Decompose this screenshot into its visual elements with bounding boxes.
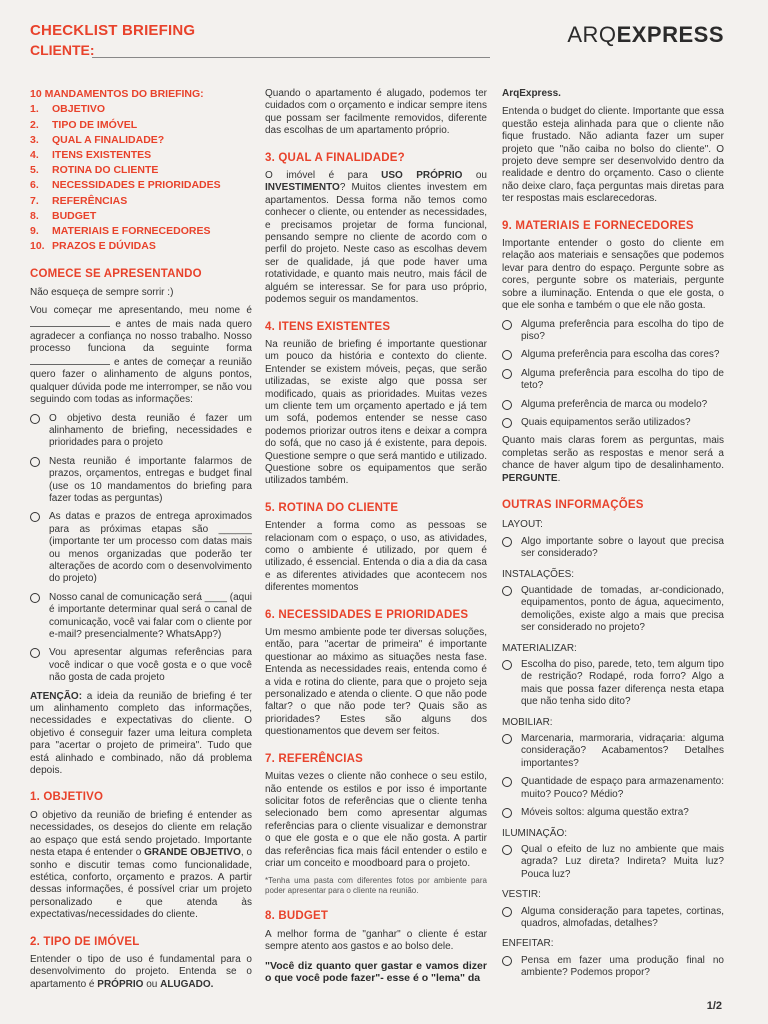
checkbox-circle-icon[interactable] bbox=[502, 845, 512, 855]
section-title-referencias: 7. REFERÊNCIAS bbox=[265, 752, 364, 765]
checklist-item-text: Alguma preferência para escolha das cores? bbox=[521, 349, 720, 361]
mandamento-number: 3. bbox=[30, 133, 39, 146]
text: Vou começar me apresentando, meu nome é bbox=[30, 305, 252, 317]
mandamento-item bbox=[30, 148, 252, 163]
column-3 bbox=[502, 88, 724, 986]
checklist-item-text: As datas e prazos de entrega aproximados para as próximas etapas são ______ (importante ter um processo com datas mais ou menos organizadas que poderão ter alterações de acordo com o desenvolvimento do projeto) bbox=[49, 511, 252, 585]
text: ou bbox=[146, 978, 158, 990]
checklist-item bbox=[502, 807, 724, 819]
checklist-item bbox=[30, 413, 252, 450]
text: ou bbox=[475, 170, 487, 182]
text: O imóvel é para bbox=[265, 170, 368, 182]
checklist-item bbox=[502, 585, 724, 635]
checklist-item-text: Qual o efeito de luz no ambiente que mais agrada? Luz direta? Indireta? Muita luz? Pouca luz? bbox=[521, 843, 724, 880]
checklist-item bbox=[502, 399, 724, 411]
checklist-item bbox=[502, 906, 724, 931]
checklist-item-text: Vou apresentar algumas referências para você indicar o que você gosta e o que você não gosta de cada projeto bbox=[49, 647, 252, 684]
paragraph bbox=[30, 954, 252, 991]
client-label: CLIENTE: bbox=[30, 42, 95, 58]
checklist-item bbox=[502, 368, 724, 393]
checkbox-circle-icon[interactable] bbox=[30, 414, 40, 424]
mandamento-item bbox=[30, 133, 252, 148]
mandamentos-title: 10 MANDAMENTOS DO BRIEFING: bbox=[30, 88, 204, 100]
bold-text: PERGUNTE bbox=[502, 472, 558, 484]
checklist-item bbox=[502, 776, 724, 801]
checkbox-circle-icon[interactable] bbox=[502, 400, 512, 410]
text: , o sonho e discutir temas como funcionalidade, estética, conforto, orçamento e prazos. A partir dessas informações, é possível criar um projeto personalizado e que atenda às expectativas/necessidades do cliente. bbox=[30, 847, 253, 921]
mandamento-number: 4. bbox=[30, 149, 39, 162]
checkbox-circle-icon[interactable] bbox=[30, 512, 40, 522]
section-title-necessidades: 6. NECESSIDADES E PRIORIDADES bbox=[265, 608, 469, 621]
bold-text: USO PRÓPRIO bbox=[381, 170, 463, 182]
mandamento-number: 8. bbox=[30, 209, 39, 222]
checkbox-circle-icon[interactable] bbox=[502, 418, 512, 428]
mandamento-item bbox=[30, 102, 252, 117]
mandamento-number: 10. bbox=[30, 240, 45, 253]
section-title-materiais: 9. MATERIAIS E FORNECEDORES bbox=[502, 219, 694, 232]
mandamento-label: REFERÊNCIAS bbox=[52, 194, 128, 207]
section-title-tipo: 2. TIPO DE IMÓVEL bbox=[30, 935, 140, 948]
checklist-item bbox=[502, 733, 724, 770]
section-title-itens: 4. ITENS EXISTENTES bbox=[265, 320, 391, 333]
mandamento-item bbox=[30, 209, 252, 224]
section-title-comece: COMECE SE APRESENTANDO bbox=[30, 268, 202, 281]
mandamento-label: ROTINA DO CLIENTE bbox=[52, 164, 159, 177]
header bbox=[0, 0, 768, 80]
section-title-objetivo: 1. OBJETIVO bbox=[30, 791, 104, 804]
column-2 bbox=[265, 88, 487, 990]
checkbox-circle-icon[interactable] bbox=[30, 593, 40, 603]
group-items bbox=[502, 659, 724, 709]
group-label: LAYOUT: bbox=[502, 519, 543, 531]
checklist-item bbox=[502, 844, 724, 881]
mandamento-label: NECESSIDADES E PRIORIDADES bbox=[52, 179, 221, 192]
checklist-item-text: Alguma consideração para tapetes, cortinas, quadros, almofadas, detalhes? bbox=[521, 905, 724, 929]
paragraph: Entenda o budget do cliente. Importante que essa questão esteja alinhada para que o cliente não fique frustado. Não adianta fazer um super projeto que "não caiba no bolso do cliente". O projeto deve sempre ser desenvolvido dentro da realidade e dentro do orçamento. Caso o cliente não deixe claro, faça perguntas mais diretas para ter respostas mais esclarecedoras. bbox=[502, 106, 724, 205]
paragraph: Entender a forma como as pessoas se relacionam com o espaço, o uso, as atividades, como o ambiente é utilizado, por quem é utilizado, é essencial. Entenda o dia a dia da casa e as diferentes atividades que acontecem nos diferentes momentos bbox=[265, 520, 487, 594]
paragraph bbox=[502, 88, 724, 100]
client-blank-line bbox=[92, 57, 490, 58]
mandamento-number: 1. bbox=[30, 103, 39, 116]
text: a ideia da reunião de briefing é ter um alinhamento completo das informações, necessidades e expectativas do cliente. O objetivo é conseguir fazer uma leitura completa para "acertar o projeto de primeira". Tudo que está alinhado e combinado, não dá problema depois. bbox=[30, 690, 253, 777]
logo-bold: EXPRESS bbox=[616, 22, 724, 47]
paragraph: Muitas vezes o cliente não conhece o seu estilo, não entende os estilos e por isso é importante solicitar fotos de referências que o cliente tenha selecionado bem como apresentar algumas referências para o cliente visualizar e demonstrar o que ele gosta e o que ele não gosta. A partir das referências fica mais fácil entender o estilo e criar um conceito e moodboard para o projeto. bbox=[265, 771, 487, 869]
checklist-item-text: O objetivo desta reunião é fazer um alinhamento de briefing, necessidades e prioridades para o projeto bbox=[49, 412, 252, 449]
checkbox-circle-icon[interactable] bbox=[502, 350, 512, 360]
mandamento-item bbox=[30, 178, 252, 193]
mandamento-label: PRAZOS E DÚVIDAS bbox=[52, 240, 156, 253]
checklist-item-text: Nesta reunião é importante falarmos de prazos, orçamentos, entregas e budget final (use os 10 mandamentos do briefing para fazer todas as perguntas) bbox=[49, 455, 252, 504]
paragraph bbox=[30, 305, 252, 406]
page-number: 1/2 bbox=[706, 1000, 722, 1012]
checklist-item-text: Quantidade de tomadas, ar-condicionado, equipamentos, ponto de água, aquecimento, demolições, existe algo a mais que precisa ser considerado no projeto? bbox=[521, 585, 724, 634]
section-title-budget: 8. BUDGET bbox=[265, 910, 329, 923]
group-items bbox=[502, 733, 724, 819]
group-items bbox=[502, 585, 724, 635]
arqexpress-logo bbox=[567, 22, 724, 48]
checklist-item-text: Marcenaria, marmoraria, vidraçaria: alguma consideração? Acabamentos? Detalhes importantes? bbox=[521, 733, 724, 769]
checklist-item-text: Nosso canal de comunicação será ____ (aqui é importante determinar qual será o canal de comunicação, você vai falar com o cliente por e-mail? presencialmente? WhatsApp?) bbox=[49, 591, 252, 640]
checkbox-circle-icon[interactable] bbox=[502, 369, 512, 379]
group-label: INSTALAÇÕES: bbox=[502, 568, 575, 580]
paragraph-atencao bbox=[30, 691, 252, 778]
paragraph: Quando o apartamento é alugado, podemos ter cuidados com o orçamento e indicar sempre itens que possam ser facilmente removidos, diferente das escolhas de um apartamento próprio. bbox=[265, 88, 487, 137]
checklist-item bbox=[502, 955, 724, 980]
mandamento-label: QUAL A FINALIDADE? bbox=[52, 133, 165, 146]
checkbox-circle-icon[interactable] bbox=[502, 956, 512, 966]
paragraph: A melhor forma de "ganhar" o cliente é estar sempre atento aos gastos e ao bolso dele. bbox=[265, 928, 487, 953]
group-items bbox=[502, 844, 724, 881]
paragraph: Na reunião de briefing é importante questionar um pouco da história e contexto do cliente. Entender se existem móveis, peças, que serão utilizadas, se existe algo que possa ser modificado, quais as prioridades. Muitas vezes um cliente tem um orçamento apertado e já tem um sofá, podemos entender se nesse caso podemos priorizar outros itens e deixar a compra do sofá, que no caso já é existente, para depois. Questione sempre o que será mantido e utilizado. Questione sobre os equipamentos que serão utilizados também. bbox=[265, 338, 487, 487]
mandamento-label: MATERIAIS E FORNECEDORES bbox=[52, 225, 211, 238]
atencao-label: ATENÇÃO: bbox=[30, 690, 83, 702]
checklist-item-text: Quais equipamentos serão utilizados? bbox=[521, 416, 691, 428]
mandamento-item bbox=[30, 118, 252, 133]
checkbox-circle-icon[interactable] bbox=[502, 320, 512, 330]
mandamento-number: 2. bbox=[30, 118, 39, 131]
checklist-item bbox=[30, 456, 252, 506]
paragraph: Não esqueça de sempre sorrir :) bbox=[30, 286, 174, 298]
checklist-item-text: Alguma preferência de marca ou modelo? bbox=[521, 398, 708, 410]
checklist-item bbox=[502, 659, 724, 709]
checklist-item bbox=[502, 417, 724, 429]
checklist-item bbox=[30, 592, 252, 642]
paragraph bbox=[265, 170, 487, 306]
group-items bbox=[502, 955, 724, 980]
mandamento-label: OBJETIVO bbox=[52, 103, 106, 116]
checklist-item-text: Escolha do piso, parede, teto, tem algum tipo de restrição? Rodapé, roda forro? Algo a mais que possa fazer diferença nesta etapa que não tenha sido dito? bbox=[521, 659, 724, 708]
group-items bbox=[502, 906, 724, 931]
section-title-finalidade: 3. QUAL A FINALIDADE? bbox=[265, 151, 405, 164]
text: Quanto mais claras forem as perguntas, mais completas serão as respostas e menor será a chance de haver algum tipo de desalinhamento. bbox=[502, 435, 724, 472]
section-title-rotina: 5. ROTINA DO CLIENTE bbox=[265, 501, 399, 514]
checkbox-circle-icon[interactable] bbox=[502, 660, 512, 670]
checklist-item-text: Alguma preferência para escolha do tipo de piso? bbox=[521, 318, 724, 342]
checklist-item bbox=[30, 511, 252, 585]
checklist-item bbox=[502, 349, 724, 361]
checkbox-circle-icon[interactable] bbox=[502, 808, 512, 818]
mandamento-label: ITENS EXISTENTES bbox=[52, 149, 152, 162]
checklist-item-text: Pensa em fazer uma produção final no ambiente? Podemos propor? bbox=[521, 954, 724, 979]
blank-line bbox=[30, 356, 110, 365]
bold-text: GRANDE OBJETIVO bbox=[144, 847, 241, 859]
mandamento-number: 7. bbox=[30, 194, 39, 207]
checklist-item bbox=[502, 536, 724, 561]
checklist-item-text: Alguma preferência para escolha do tipo de teto? bbox=[521, 367, 724, 392]
footnote: *Tenha uma pasta com diferentes fotos por ambiente para poder apresentar para o cliente na reunião. bbox=[265, 876, 487, 896]
mandamento-item bbox=[30, 239, 252, 254]
group-label: ENFEITAR: bbox=[502, 938, 554, 950]
bold-text: ALUGADO. bbox=[160, 978, 214, 990]
budget-quote: "Você diz quanto quer gastar e vamos dizer o que você pode fazer"- esse é o "lema" da bbox=[265, 959, 487, 984]
other-info-groups bbox=[502, 519, 724, 979]
checkbox-circle-icon[interactable] bbox=[502, 734, 512, 744]
mandamento-number: 5. bbox=[30, 164, 39, 177]
mandamento-item bbox=[30, 194, 252, 209]
paragraph: Um mesmo ambiente pode ter diversas soluções, então, para "acertar de primeira" é importante questionar ao máximo as situações nesta fase. Entenda as necessidades reais, entenda como é a vida e rotina do cliente, para que o projeto seja personalizado e atenda o cliente. O que não pode faltar? o que não pode ter? Quais são as prioridades? Estes são alguns dos questionamentos que devem ser feitos. bbox=[265, 627, 487, 738]
mandamentos-list bbox=[30, 102, 252, 254]
page-title: CHECKLIST BRIEFING bbox=[30, 22, 196, 39]
text: e antes de mais nada quero agradecer a confiança no nosso trabalho. Nosso processo funciona da seguinte forma bbox=[30, 318, 252, 355]
group-label: MOBILIAR: bbox=[502, 716, 553, 728]
checkbox-circle-icon[interactable] bbox=[502, 777, 512, 787]
text: e antes de começar a reunião quero fazer o alinhamento de alguns pontos, qualquer dúvida pode me interromper, se não vou seguindo com todas as informações: bbox=[30, 356, 252, 406]
checkbox-circle-icon[interactable] bbox=[502, 537, 512, 547]
mandamento-label: BUDGET bbox=[52, 209, 97, 222]
text: Entender o tipo de uso é fundamental para o desenvolvimento do projeto. Entenda se o apartamento é bbox=[30, 953, 252, 990]
mandamento-item bbox=[30, 224, 252, 239]
checklist-item bbox=[502, 319, 724, 344]
section-title-outras: OUTRAS INFORMAÇÕES bbox=[502, 498, 644, 511]
mandamento-label: TIPO DE IMÓVEL bbox=[52, 118, 138, 131]
blank-line bbox=[30, 318, 110, 327]
logo-light: ARQ bbox=[567, 22, 617, 47]
checklist-item bbox=[30, 647, 252, 684]
mandamento-number: 6. bbox=[30, 179, 39, 192]
checkbox-circle-icon[interactable] bbox=[502, 907, 512, 917]
client-field bbox=[30, 42, 490, 60]
paragraph: Importante entender o gosto do cliente em relação aos materiais e sensações que podemos levar para dentro do espaço. Pergunte sobre as cores, pergunte sobre os materiais, pergunte sobre a iluminação. Entenda o que ele gosta, o que ele sonha e também o que ele não gosta. bbox=[502, 238, 724, 312]
options-list bbox=[30, 413, 252, 685]
mandamento-item bbox=[30, 163, 252, 178]
group-label: VESTIR: bbox=[502, 889, 541, 901]
paragraph bbox=[30, 810, 252, 922]
checkbox-circle-icon[interactable] bbox=[30, 457, 40, 467]
text: . bbox=[557, 472, 561, 484]
paragraph bbox=[502, 435, 724, 485]
bold-text: PRÓPRIO bbox=[97, 978, 144, 990]
options-list bbox=[502, 319, 724, 430]
checklist-item-text: Quantidade de espaço para armazenamento: muito? Pouco? Médio? bbox=[521, 776, 724, 800]
group-label: ILUMINAÇÃO: bbox=[502, 827, 568, 839]
text: ? Muitos clientes investem em apartamentos. Dessa forma não temos como conhecer o cliente, ou entender as necessidades, e precisamos projetar de forma funcional, pensando sempre no cliente de acordo com o perfil do projeto. Neste caso as escolhas devem ser de qualidade, já que pode haver uma rotatividade, e quanto mais neutro, mais fácil de alguém se interessar. Se for para uso próprio, podemos seguir os mandamentos. bbox=[265, 182, 487, 306]
group-items bbox=[502, 536, 724, 561]
column-1 bbox=[30, 88, 252, 997]
text: O objetivo da reunião de briefing é entender as necessidades, os desejos do cliente em relação ao espaço que está sendo projetado. Importante nesta etapa é entender o bbox=[30, 809, 252, 859]
bold-text: INVESTIMENTO bbox=[265, 182, 340, 194]
bold-text: ArqExpress. bbox=[502, 88, 561, 99]
checkbox-circle-icon[interactable] bbox=[30, 648, 40, 658]
checklist-item-text: Algo importante sobre o layout que precisa ser considerado? bbox=[521, 535, 724, 560]
checklist-item-text: Móveis soltos: alguma questão extra? bbox=[521, 807, 689, 819]
mandamento-number: 9. bbox=[30, 225, 39, 238]
group-label: MATERIALIZAR: bbox=[502, 642, 577, 654]
checkbox-circle-icon[interactable] bbox=[502, 586, 512, 596]
